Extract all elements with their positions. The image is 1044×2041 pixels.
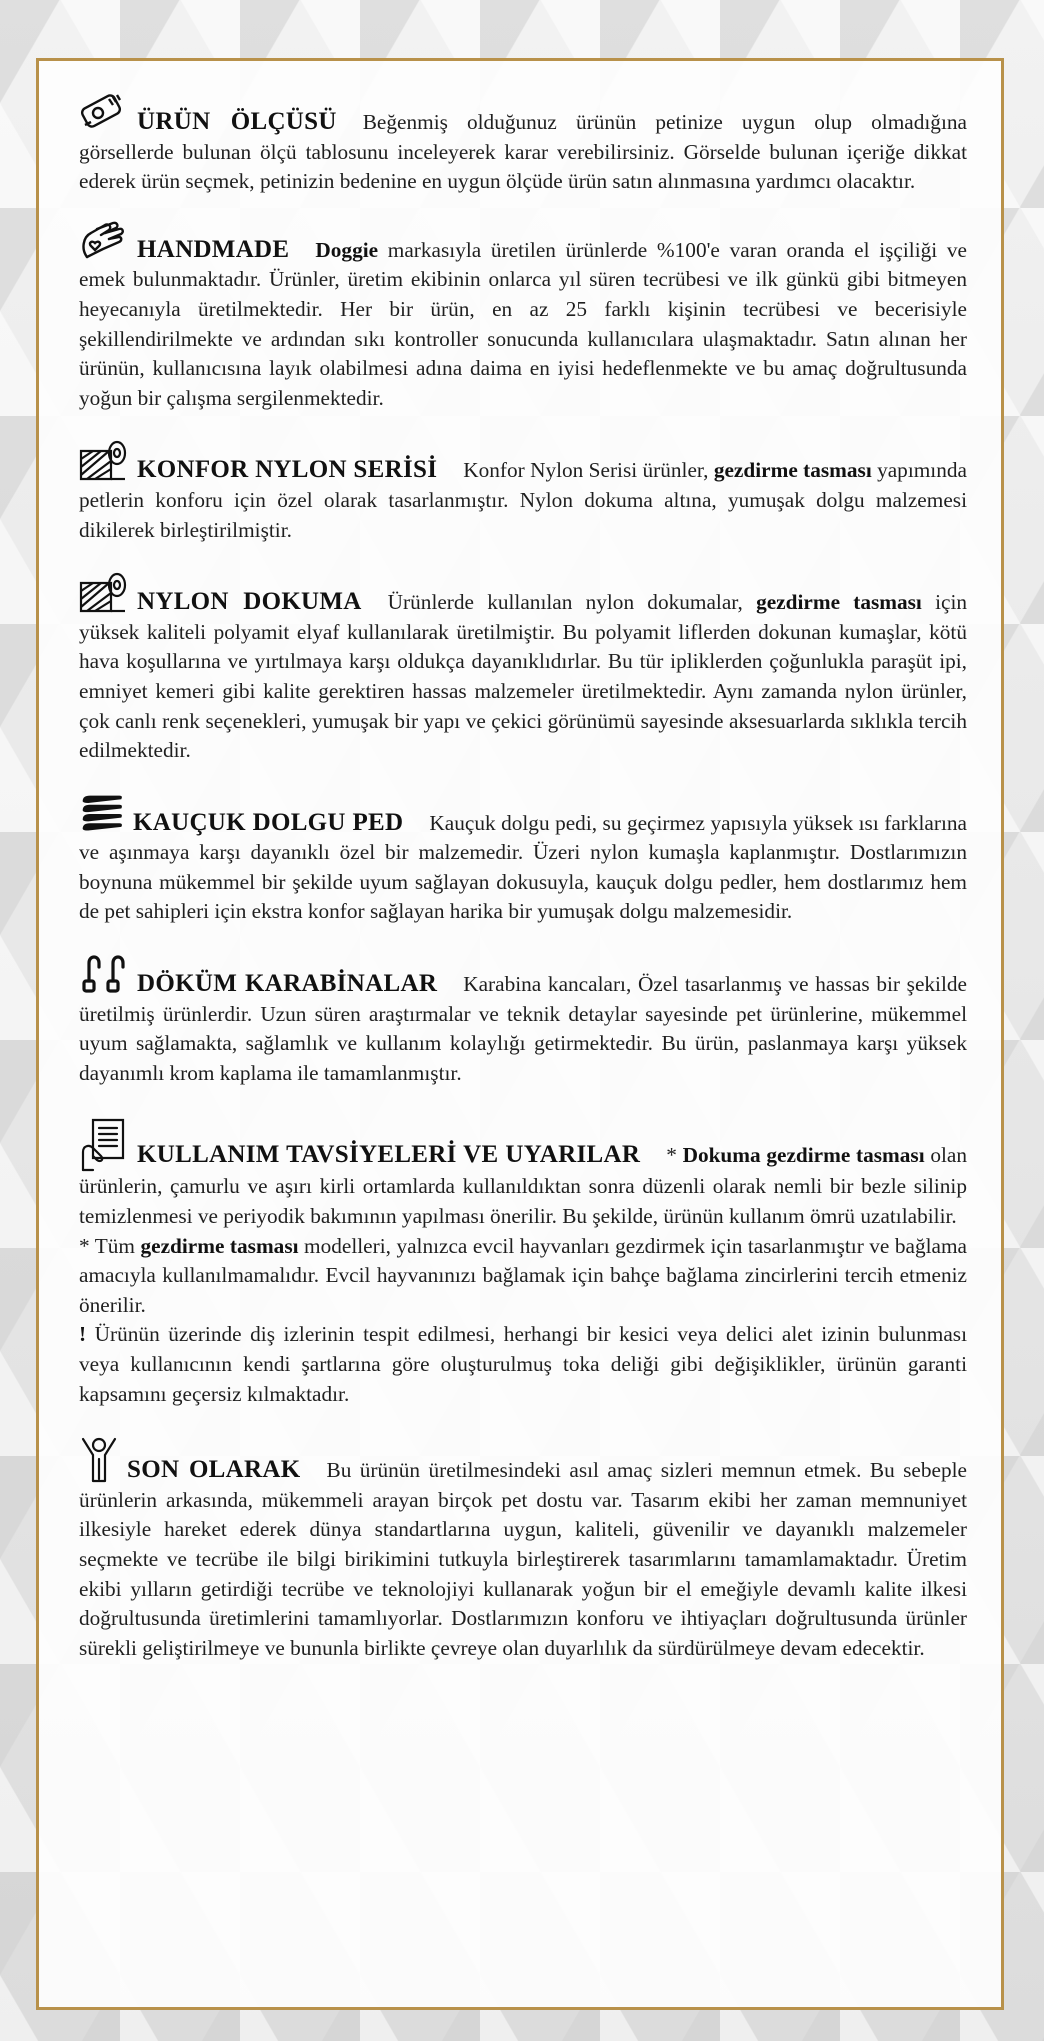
highlight-text: gezdirme tasması <box>713 458 872 483</box>
section-body <box>79 219 967 414</box>
section-text: Kauçuk dolgu pedi, su geçirmez yapısıyla yüksek ısı farklarına ve aşınmaya karşı dayanıklı özel bir malzemedir. Üzeri nylon kumaşla kaplanmıştır. Dostlarımızın boynuna mükemmel bir şekilde uyum sağlayan dokusuyla, kauçuk dolgu pedler, hem dostlarımız hem de pet sahipleri için ekstra konfor sağlayan harika bir yumuşak dolgu malzemesidir. <box>79 810 967 924</box>
warning-mark: ! <box>79 1322 87 1347</box>
section-title: ÜRÜN ÖLÇÜSÜ <box>137 108 337 135</box>
section-urun-olcusu <box>79 91 967 197</box>
section-body <box>79 1118 967 1231</box>
section-handmade <box>79 219 967 414</box>
section-title: KAUÇUK DOLGU PED <box>133 808 404 836</box>
section-body <box>79 792 967 927</box>
brand-name: Doggie <box>315 237 379 262</box>
section-text: Karabina kancaları, Özel tasarlanmış ve hassas bir şekilde üretilmiş ürünlerdir. Uzun süren araştırmalar ve teknik detaylar sayesinde pet ürünlerine, mükemmel uyum sağlamakta, sağlamlık ve kullanım kolaylığı getirmektedir. Bu ürün, paslanmaya karşı yüksek dayanımlı krom kaplama ile tamamlanmıştır. <box>79 972 967 1085</box>
section-text: Ürünün üzerinde diş izlerinin tespit edilmesi, herhangi bir kesici veya delici alet izinin bulunması veya kullanıcının kendi şartlarına göre oluşturulmuş toka deliği gibi değişiklikler, ürünün garanti kapsamını geçersiz kılmaktadır. <box>79 1322 967 1406</box>
section-body <box>79 439 967 545</box>
section-text: olan ürünlerin, çamurlu ve aşırı kirli ortamlarda kullanıldıktan sonra düzenli olarak nemli bir bezle silinip temizlenmesi ve periyodik bakımının yapılması önerilir. Bu şekilde, ürünün kullanım ömrü uzatılabilir. <box>79 1143 968 1229</box>
section-text: Bu ürünün üretilmesindeki asıl amaç sizleri memnun etmek. Bu sebeple ürünlerin arkasında, mükemmeli arayan birçok pet dostu var. Tasarım ekibi her zaman memnuniyet ilkesiyle hareket ederek dünya standartlarına uygun, kaliteli, güvenilir ve dayanıklı malzemeler seçmekte ve tecrübe ile bilgi birikimini tutkuyla birleştirerek tasarımlarını tamamlamaktadır. Üretim ekibi yılların getirdiği tecrübe ve teknolojiyi kullanarak yoğun bir el emeğiyle devamlı kalite ilkesi doğrultusunda üretimlerini tamamlıyorlar. Dostlarımızın konforu ve ihtiyaçları doğrultusunda ürünler sürekli geliştirilmeye ve bununla birlikte çevreye olan duyarlılık da sürdürülmeye devam edecektir. <box>79 1458 967 1660</box>
section-text: Konfor Nylon Serisi ürünler, <box>463 458 709 483</box>
section-body <box>79 571 967 766</box>
star-mark: * Tüm <box>79 1233 135 1258</box>
measuring-tape-icon <box>79 91 129 135</box>
highlight-text: gezdirme tasması <box>756 590 922 615</box>
highlight-text: gezdirme tasması <box>140 1233 299 1258</box>
section-title: HANDMADE <box>137 235 290 263</box>
section-body <box>79 1435 967 1663</box>
section-son-olarak <box>79 1435 967 1663</box>
section-text: yapımında petlerin konforu için özel olarak tasarlanmıştır. Nylon dokuma altına, yumuşak dolgu malzemesi dikilerek birleştirilmiştir. <box>79 458 967 542</box>
section-title: SON OLARAK <box>127 1456 301 1484</box>
section-nylon-dokuma <box>79 571 967 766</box>
section-title: KONFOR NYLON SERİSİ <box>137 456 438 484</box>
section-body <box>79 91 967 197</box>
fabric-roll-icon <box>79 439 129 483</box>
section-body <box>79 953 967 1088</box>
info-card <box>36 58 1004 2010</box>
section-text: Ürünlerde kullanılan nylon dokumalar, <box>387 590 743 615</box>
highlight-text: Dokuma gezdirme tasması <box>682 1143 925 1168</box>
section-body <box>79 1232 967 1321</box>
section-kaucuk-dolgu <box>79 792 967 927</box>
section-konfor-nylon <box>79 439 967 545</box>
section-title: DÖKÜM KARABİNALAR <box>137 970 438 998</box>
star-mark: * <box>666 1143 677 1168</box>
section-text: modelleri, yalnızca evcil hayvanları gezdirmek için tasarlanmıştır ve bağlama amacıyla kullanılmamalıdır. Evcil hayvanınızı bağlamak için bahçe bağlama zincirlerini tercih etmeniz önerilir. <box>79 1233 968 1317</box>
layers-icon <box>79 792 125 836</box>
document-hand-icon <box>79 1118 129 1172</box>
section-dokum-karabinalar <box>79 953 967 1088</box>
section-text: için yüksek kaliteli polyamit elyaf kullanılarak üretilmiştir. Bu polyamit liflerden dokunan kumaşlar, kötü hava koşullarına ve yırtılmaya karşı oldukça dayanıklıdırlar. Bu tür ipliklerden çoğunlukla paraşüt ipi, emniyet kemeri gibi kalite gerektiren hassas malzemeler üretilmektedir. Aynı zamanda nylon ürünler, çok canlı renk seçenekleri, yumuşak bir yapı ve çekici görünümü sayesinde aksesuarlarda sıklıkla tercih edilmektedir. <box>79 590 968 763</box>
section-title: KULLANIM TAVSİYELERİ VE UYARILAR <box>137 1141 641 1169</box>
person-star-icon <box>79 1435 119 1485</box>
carabiner-icon <box>79 953 129 997</box>
section-text: markasıyla üretilen ürünlerde %100'e varan oranda el işçiliği ve emek bulunmaktadır. Ürünler, üretim ekibinin onlarca yıl süren tecrübesi ve ilk günkü gibi bitmeyen heyecanıyla üretilmektedir. Her bir ürün, en az 25 farklı kişinin tecrübesi ve becerisiyle şekillendirilmekte ve ardından sıkı kontroller sonucunda kullanıcılara ulaşmaktadır. Satın alınan her ürünün, kullanıcısına layık olabilmesi adına daima en iyisi hedeflenmekte ve bu amaç doğrultusunda yoğun bir çalışma sergilenmektedir. <box>79 237 967 410</box>
section-body <box>79 1320 967 1409</box>
section-kullanim-tavsiyeleri <box>79 1118 967 1409</box>
hand-heart-icon <box>79 219 129 263</box>
section-title: NYLON DOKUMA <box>137 588 362 616</box>
fabric-roll-icon <box>79 571 129 615</box>
section-text: Beğenmiş olduğunuz ürünün petinize uygun olup olmadığına görsellerde bulunan ölçü tablosunu inceleyerek karar verebilirsiniz. Görselde bulunan içeriğe dikkat ederek ürün seçmek, petinizin bedenine en uygun ölçüde ürün satın alınmasına yardımcı olacaktır. <box>79 110 967 194</box>
